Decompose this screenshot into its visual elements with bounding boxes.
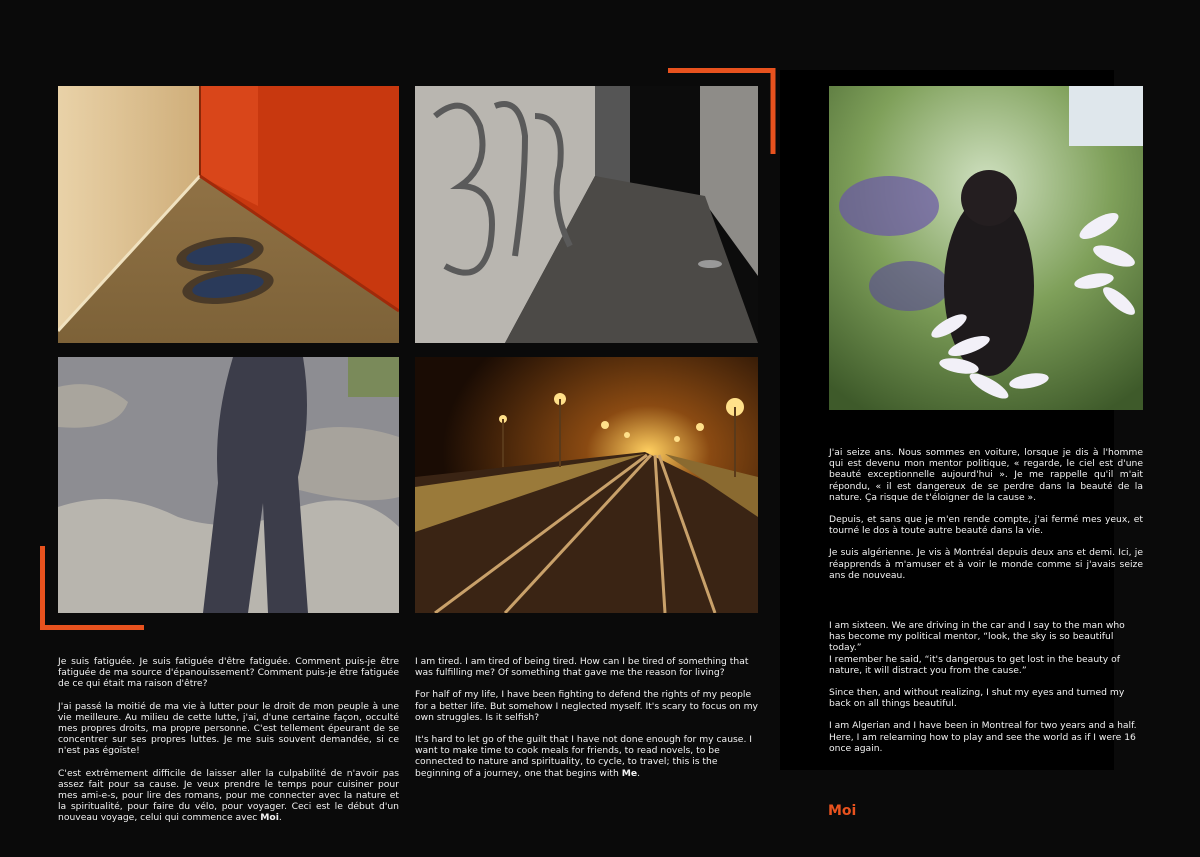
english-intro-paragraph-1: I am tired. I am tired of being tired. How can I be tired of something that was fulfilling me? Of something that gave me the reason for living? xyxy=(415,656,749,679)
french-intro-paragraph-3 xyxy=(58,768,399,824)
photo-shadow-pavement xyxy=(58,357,399,613)
english-story-column xyxy=(829,620,1143,765)
english-intro-paragraph-3-end: . xyxy=(637,767,641,779)
railway-at-night-icon xyxy=(415,357,758,613)
shoes-in-corner-icon xyxy=(58,86,399,343)
english-story-paragraph-3: I am Algerian and I have been in Montreal for two years and a half. Here, I am relearning how to play and see the world as if I were 16 once again. xyxy=(829,720,1137,754)
shadow-on-pavement-icon xyxy=(58,357,399,613)
french-story-paragraph-3: Je suis algérienne. Je vis à Montréal depuis deux ans et demi. Ici, je réapprends à m'amuser et à voir le monde comme si j'avais seize ans de nouveau. xyxy=(829,547,1143,581)
french-story-paragraph-2: Depuis, et sans que je m'en rende compte, j'ai fermé mes yeux, et tourné le dos à toute autre beauté dans la vie. xyxy=(829,514,1143,537)
french-intro-paragraph-1: Je suis fatiguée. Je suis fatiguée d'être fatiguée. Comment puis-je être fatiguée de ma source d'épanouissement? Comment puis-je être fatiguée de ce qui était ma raison d'être? xyxy=(58,656,399,690)
french-story-paragraph-1: J'ai seize ans. Nous sommes en voiture, lorsque je dis à l'homme qui est devenu mon mentor politique, « regarde, le ciel est d'une beauté exceptionnelle aujourd'hui ». Je me rappelle qu'il m'ait répondu, « il est dangereux de se perdre dans la beauté de la nature. Ça risque de t'éloigner de la cause ». xyxy=(829,447,1143,503)
english-story-paragraph-1 xyxy=(829,620,1143,676)
english-intro-me-bold: Me xyxy=(621,767,638,779)
french-intro-column xyxy=(58,656,399,835)
english-intro-paragraph-2: For half of my life, I have been fighting to defend the rights of my people for a better life. But somehow I neglected myself. It's scary to focus on my own struggles. Is it selfish? xyxy=(415,689,758,723)
english-intro-column xyxy=(415,656,758,790)
french-intro-paragraph-3-text: C'est extrêmement difficile de laisser aller la culpabilité de n'avoir pas assez fait pour sa cause. Je veux prendre le temps pour cuisiner pour mes ami-e-s, pour lire des romans, pour me connecter avec la nature et la spiritualité, pour faire du vélo, pour voyager. Ceci est le début d'un nouveau voyage, celui qui commence avec xyxy=(58,767,399,824)
english-story-paragraph-2: Since then, and without realizing, I shut my eyes and turned my back on all things beautiful. xyxy=(829,687,1125,710)
english-intro-paragraph-3-text: It's hard to let go of the guilt that I have not done enough for my cause. I want to make time to cook meals for friends, to read novels, to be connected to nature and spirituality, to cycle, to travel; this is the beginning of a journey, one that begins with xyxy=(415,734,753,779)
english-intro-paragraph-3 xyxy=(415,734,758,779)
french-intro-paragraph-2: J'ai passé la moitié de ma vie à lutter pour le droit de mon peuple à une vie meilleure. Au milieu de cette lutte, j'ai, d'une certaine façon, occulté mes propres droits, ma propre personne. C'est tellement épeurant de se concentrer sur ses propres luttes. Je me suis souvent demandée, si ce n'est pas égoïste! xyxy=(58,700,399,757)
photo-flowers-blurred-figure xyxy=(829,86,1143,410)
english-story-line-1b: I remember he said, “it's dangerous to get lost in the beauty of nature, it will distract you from the cause.” xyxy=(829,653,1120,676)
page-title: Moi xyxy=(828,803,857,819)
french-story-column xyxy=(829,447,1143,592)
french-intro-paragraph-3-end: . xyxy=(278,812,282,824)
english-story-line-1a: I am sixteen. We are driving in the car and I say to the man who has become my political mentor, “look, the sky is so beautiful today.” xyxy=(829,620,1125,654)
french-intro-moi-bold: Moi xyxy=(260,812,279,824)
graffiti-tunnel-icon xyxy=(415,86,758,343)
flowers-and-figure-icon xyxy=(829,86,1143,410)
photo-railway-night xyxy=(415,357,758,613)
photo-graffiti-tunnel xyxy=(415,86,758,343)
photo-shoes-corner xyxy=(58,86,399,343)
